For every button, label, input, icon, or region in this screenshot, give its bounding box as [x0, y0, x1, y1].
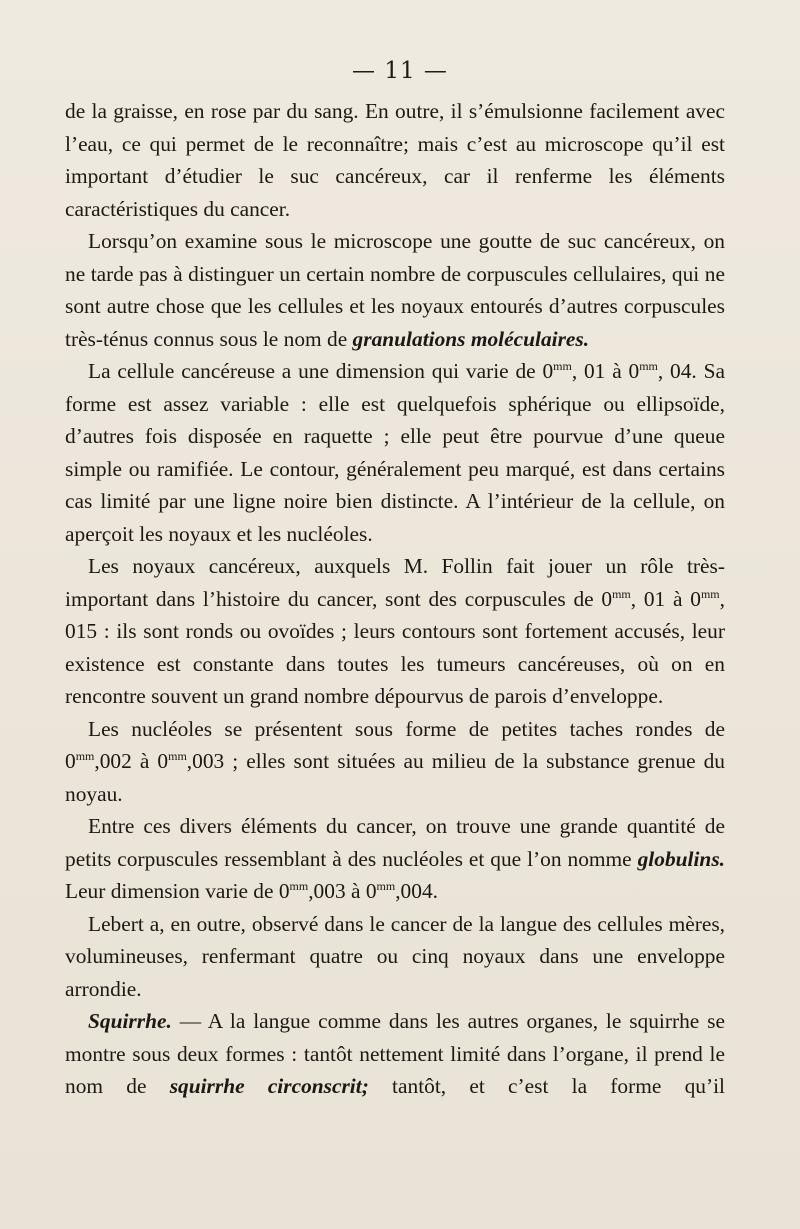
text-run: tantôt, et c’est la forme qu’il — [368, 1074, 725, 1098]
text-run: de la graisse, en rose par du sang. En outre, il s’émulsionne facilement avec l’eau, ce qui permet de le reconnaître; mais c’est au microscope qu’il est important d’étudier le suc cancéreux, car il renferme les éléments caractéristiques du cancer. — [65, 99, 725, 221]
text-run: ,004. — [395, 879, 438, 903]
paragraph — [65, 713, 725, 811]
text-run: Leur dimension varie de 0 — [65, 879, 290, 903]
paragraph — [65, 95, 725, 225]
unit-superscript: mm — [612, 586, 631, 601]
text-run: — A la langue comme dans les autres organes, le squirrhe se montre sous deux formes : tantôt nettement limité dans l’organe, il prend le nom de — [65, 1009, 725, 1098]
unit-superscript: mm — [553, 359, 572, 373]
text-run: , 015 : ils sont ronds ou ovoïdes ; leurs contours sont fortement accusés, leur existence est constante dans toutes les tumeurs cancéreuses, où on en rencontre souvent un grand nombre dépourvus de parois d’enveloppe. — [65, 586, 725, 708]
text-run: Lebert a, en outre, observé dans le cancer de la langue des cellules mères, volumineuses, renfermant quatre ou cinq noyaux dans une enveloppe arrondie. — [65, 911, 725, 1001]
unit-superscript: mm — [376, 879, 396, 893]
text-run: ,002 à 0 — [94, 749, 169, 773]
paragraph — [65, 225, 725, 355]
text-run: , 01 à 0 — [630, 586, 701, 611]
body-text — [65, 95, 725, 1103]
text-run: , 01 à 0 — [571, 359, 640, 383]
text-run: Les noyaux cancéreux, auxquels M. Follin fait jouer un rôle très-important dans l’histoire du cancer, sont des corpuscules de 0 — [65, 554, 725, 611]
paragraph — [65, 550, 725, 713]
paragraph — [65, 355, 725, 550]
text-run: ,003 à 0 — [308, 879, 377, 903]
text-run: La cellule cancéreuse a une dimension qui varie de 0 — [88, 359, 554, 383]
italic-term: Squirrhe. — [88, 1009, 172, 1033]
paragraph — [65, 1005, 725, 1103]
paragraph — [65, 810, 725, 908]
paragraph — [65, 908, 725, 1006]
unit-superscript: mm — [289, 879, 309, 893]
text-run: Lorsqu’on examine sous le microscope une goutte de suc cancéreux, on ne tarde pas à distinguer un certain nombre de corpuscules cellulaires, qui ne sont autre chose que les cellules et les noyaux entourés d’autres corpuscules très-ténus connus sous le nom de — [65, 229, 725, 351]
unit-superscript: mm — [700, 586, 720, 601]
italic-term: squirrhe circonscrit; — [169, 1074, 369, 1098]
unit-superscript: mm — [75, 749, 95, 763]
italic-term: globulins. — [637, 846, 725, 871]
italic-term: granulations moléculaires. — [352, 326, 590, 351]
text-run: Les nucléoles se présentent sous forme de petites taches rondes de 0 — [65, 716, 725, 773]
unit-superscript: mm — [168, 749, 187, 763]
unit-superscript: mm — [639, 359, 658, 373]
text-run: ,003 ; elles sont situées au milieu de la substance grenue du noyau. — [65, 749, 725, 806]
page-number: — 11 — — [352, 58, 448, 84]
text-run: , 04. Sa forme est assez variable : elle est quelquefois sphérique ou ellipsoïde, d’autres fois disposée en raquette ; elle peut être pourvue d’une queue simple ou ramifiée. Le contour, généralement peu marqué, est dans certains cas limité par une ligne noire bien distincte. A l’intérieur de la cellule, on aperçoit les noyaux et les nucléoles. — [65, 359, 725, 546]
text-run: Entre ces divers éléments du cancer, on trouve une grande quantité de petits corpuscules ressemblant à des nucléoles et que l’on nomme — [65, 814, 725, 871]
